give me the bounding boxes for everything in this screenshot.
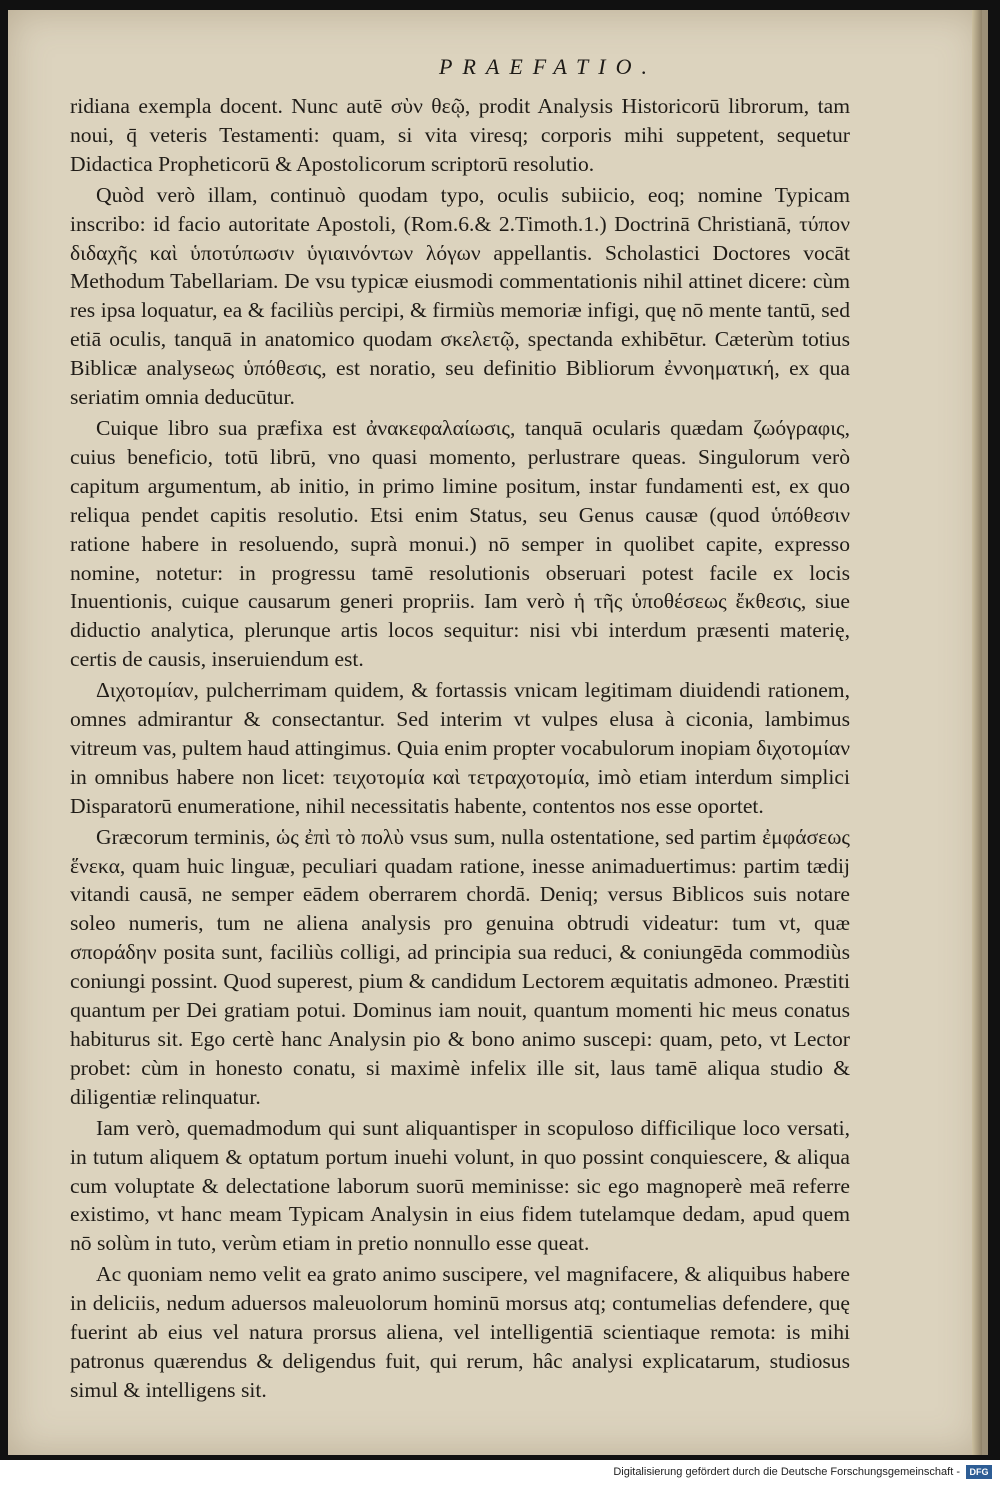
page-body (70, 92, 850, 1407)
dfg-logo[interactable]: DFG (966, 1465, 992, 1479)
paragraph-1: ridiana exempla docent. Nunc autē σὺν θεῷ, prodit Analysis Historicorū librorum, tam noui, q̄ veteris Testamenti: quam, si vita viresq; corporis mihi suppetent, sequetur Didactica Propheticorū & Apostolicorum scriptorū resolutio. (70, 94, 850, 176)
page-edge (972, 10, 982, 1455)
footer-bar (0, 1460, 1000, 1485)
paragraph-3: Cuique libro sua præfixa est ἀνακεφαλαίωσις, tanquā ocularis quædam ζωόγραφις, cuius beneficio, totū librū, vno quasi momento, perlustrare queas. Singulorum verò capitum argumentum, ab initio, in primo limine positum, instar fundamenti est, ex quo reliqua pendet capitis resolutio. Etsi enim Status, seu Genus causæ (quod ὑπόθεσιν ratione habere in resoluendo, suprà monui.) nō semper in quolibet capite, expresso nomine, notetur: in progressu tamē resolutionis obseruari potest facile ex locis Inuentionis, cuique causarum generi propriis. Iam verò ἡ τῆς ὑποθέσεως ἔκθεσις, siue diductio analytica, plerunque artis locos sequitur: nisi vbi interdum præsenti materię, certis de causis, inseruiendum est. (70, 415, 850, 672)
paragraph-4: Διχοτομίαν, pulcherrimam quidem, & fortassis vnicam legitimam diuidendi rationem, omnes admirantur & consectantur. Sed interim vt vulpes elusa à ciconia, lambimus vitreum vas, pultem haud attingimus. Quia enim propter vocabulorum inopiam διχοτομίαν in omnibus habere non licet: τειχοτομία καὶ τετραχοτομία, imò etiam interdum simplici Disparatorū enumeratione, nihil necessitatis habente, contentos nos esse oportet. (70, 678, 850, 818)
running-head: PRAEFATIO. (439, 54, 657, 79)
paragraph-7: Ac quoniam nemo velit ea grato animo suscipere, vel magnifacere, & aliquibus habere in deliciis, nedum aduersos maleuolorum hominū morsus atq; contumelias defendere, quę fuerint ab eius vel natura prorsus aliena, vel intelligentiā scientiaque remota: is mihi patronus quærendus & deligendus fuit, qui rerum, hâc analysi explicatarum, studiosus simul & intelligens sit. (70, 1262, 850, 1402)
footer-credit: Digitalisierung gefördert durch die Deutsche Forschungsgemeinschaft - (613, 1466, 960, 1478)
paragraph-6: Iam verò, quemadmodum qui sunt aliquantisper in scopuloso difficilique loco versati, in tutum aliquem & optatum portum inuehi volunt, in quo possint conquiescere, & aliqua cum voluptate & delectatione laborum suorū meminisse: sic ego magnoperè meā referre existimo, vt hanc meam Typicam Analysin in eius fidem tutelamque dedam, apud quem nō solùm in tuto, verùm etiam in pretio nonnullo esse queat. (70, 1115, 850, 1256)
paragraph-5: Græcorum terminis, ὡς ἐπὶ τὸ πολὺ vsus sum, nulla ostentatione, sed partim ἐμφάσεως ἕνεκα, quam huic linguæ, peculiari quadam ratione, inesse animaduertimus: partim tædij vitandi causā, ne semper eādem oberrarem chordā. Deniq; versus Biblicos suis notare soleo numeris, tum ne aliena analysis pro genuina obtrudi videatur: tum vt, quæ σποράδην posita sunt, faciliùs colligi, ad principia sua reduci, & coniungēda commodiùs coniungi possint. Quod superest, pium & candidum Lectorem æquitatis admoneo. Præstiti quantum per Dei gratiam potui. Dominus iam nouit, quantum momenti hic meus conatus habiturus sit. Ego certè hanc Analysin pio & bono animo suscepi: quam, peto, vt Lector probet: cùm in honesto conatu, si maximè infelix ille sit, laus tamē aliqua studio & diligentiæ relinquatur. (70, 824, 850, 1109)
paragraph-2: Quòd verò illam, continuò quodam typo, oculis subiicio, eoq; nomine Typicam inscribo: id facio autoritate Apostoli, (Rom.6.& 2.Timoth.1.) Doctrinā Christianā, τύπον διδαχῆς καὶ ὑποτύπωσιν ὑγιαινόντων λόγων appellantis. Scholastici Doctores vocāt Methodum Tabellariam. De vsu typicæ eiusmodi commentationis nihil attinet dicere: cùm res ipsa loquatur, ea & faciliùs percipi, & firmiùs memoriæ infigi, quę nō mente tantū, sed etiā oculis, tanquā in anatomico quodam σκελετῷ, spectanda exhibētur. Cæterùm totius Biblicæ analyseως ὑπόθεσις, est noratio, seu definitio Bibliorum ἐννοηματική, ex qua seriatim omnia deducūtur. (70, 182, 850, 410)
book-page (8, 10, 988, 1455)
